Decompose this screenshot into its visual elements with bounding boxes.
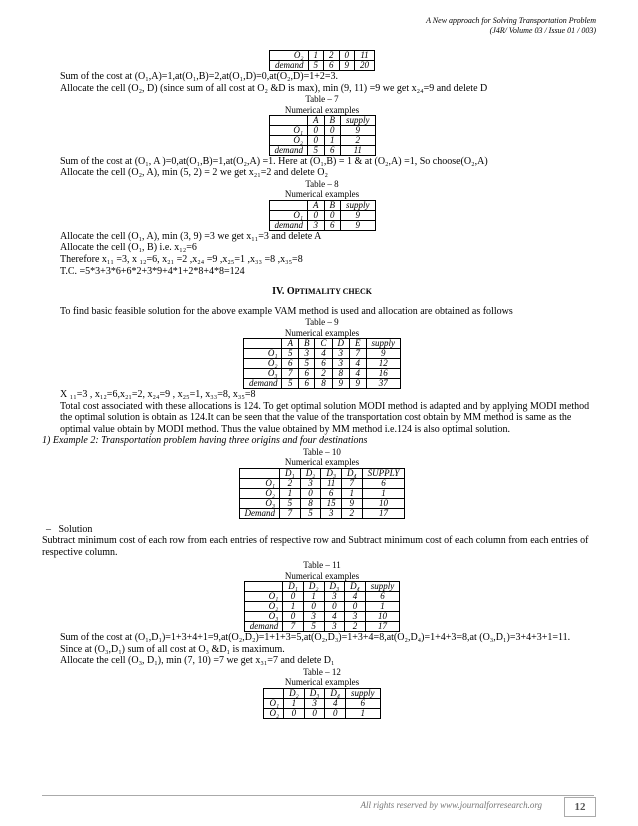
table-cell: 7 [350, 349, 367, 359]
row-label-cell: O₂ [270, 51, 309, 61]
row-label-cell: demand [269, 220, 308, 230]
table-cell: D₂ [284, 688, 305, 698]
table-row [239, 508, 405, 518]
table-cell: B [324, 200, 341, 210]
table-row [270, 51, 375, 61]
table-cell: 0 [324, 602, 345, 612]
table-11 [244, 581, 401, 632]
table-cell: 6 [282, 359, 299, 369]
table-cell: 0 [345, 602, 366, 612]
table-cell: 11 [355, 51, 375, 61]
table-cell: 6 [298, 369, 315, 379]
header-volume: (J4R/ Volume 03 / Issue 01 / 003) [489, 25, 596, 35]
table-row [243, 339, 400, 349]
table-cell: 6 [315, 359, 332, 369]
table-cell: 1 [365, 602, 400, 612]
table-cell: 10 [365, 612, 400, 622]
row-label-cell: O₃ [239, 498, 280, 508]
table-cell: 4 [324, 612, 345, 622]
table-caption: Table – 12 [303, 666, 341, 677]
row-label-cell: demand [269, 145, 308, 155]
table-row [239, 468, 405, 478]
table-cell: 3 [298, 349, 315, 359]
table-row [269, 200, 375, 210]
table-cell: 5 [280, 498, 301, 508]
table-cell: 2 [280, 478, 301, 488]
table-cell: 1 [280, 488, 301, 498]
table-cell: 5 [298, 359, 315, 369]
table-cell: 0 [308, 135, 325, 145]
solution-heading [42, 524, 602, 536]
table-cell: 3 [321, 508, 342, 518]
header-title: A New approach for Solving Transportation Problem [426, 16, 596, 25]
table-title: Numerical examples [284, 570, 360, 581]
paragraph: Total cost associated with these allocations is 124. To get optimal solution MODI method is adapted and by applying MODI method the optimal solution is obtain as 124.It can be seen that the value of the transportation cost obtain by MM method is same as the optimal value obtain by MODI method. Thus the value obtained by MM method i.e.124 is also optimal solution. [60, 400, 590, 435]
table-cell: 4 [315, 349, 332, 359]
subsection-heading: 1) Example 2: Transportation problem having three origins and four destinations [42, 435, 368, 447]
table-cell: 7 [341, 478, 362, 488]
row-label-cell: O₁ [269, 210, 308, 220]
table-cell: SUPPLY [362, 468, 405, 478]
table-cell: 1 [346, 708, 381, 718]
table-cell: 1 [283, 602, 304, 612]
row-label-cell [269, 200, 308, 210]
table-caption: Table – 11 [303, 560, 341, 571]
row-label-cell [269, 115, 308, 125]
table-cell: D₂ [300, 468, 321, 478]
table-cell: 9 [366, 349, 401, 359]
table-cell: E [350, 339, 367, 349]
table-cell: 3 [303, 612, 324, 622]
row-label-cell: O₂ [269, 135, 308, 145]
row-label-cell: demand [270, 61, 309, 71]
row-label-cell [243, 339, 282, 349]
table-cell: 2 [341, 135, 376, 145]
table-title: Numerical examples [284, 677, 360, 688]
row-label-cell: O₃ [243, 369, 282, 379]
paragraph: Sum of the cost at (O₁,D₁)=1+3+4+1=9,at(O₂,D₂)=1+1+3=5,at(O₂,D₃)=1+3+4=8,at(O₂,D₄)=1+4+3=8,at (O₃,D₁)=3+4+3+1=11. [60, 632, 571, 644]
table-cell: D₁ [283, 582, 304, 592]
page-number: 12 [564, 797, 596, 817]
table-cell: 5 [282, 379, 299, 389]
table-cell: 0 [339, 51, 355, 61]
row-label-cell [264, 688, 284, 698]
table-cell: 3 [308, 220, 325, 230]
table-cell: 12 [366, 359, 401, 369]
table-cell: 4 [345, 592, 366, 602]
footer-text: All rights reserved by [360, 800, 438, 810]
table-cell: 9 [341, 125, 376, 135]
table-cell: 1 [284, 698, 305, 708]
table-row [243, 379, 400, 389]
table-cell: 6 [362, 478, 405, 488]
table-cell: 0 [283, 612, 304, 622]
table-cell: D₄ [345, 582, 366, 592]
row-label-cell: O₁ [264, 698, 284, 708]
table-cell: 9 [339, 61, 355, 71]
table-cell: 9 [332, 379, 350, 389]
table-cell: 2 [315, 369, 332, 379]
section-title-rest: PTIMALITY CHECK [294, 287, 372, 297]
row-label-cell: demand [243, 379, 282, 389]
table-cell: 0 [300, 488, 321, 498]
table-cell: 4 [325, 698, 346, 708]
table-cell: supply [366, 339, 401, 349]
paragraph: X ₁₁=3 , x₁₂=6,x₂₁=2, x₂₄=9 , x₂₅=1, x₃₃=8, x₃₅=8 [60, 389, 256, 400]
row-label-cell: O₁ [244, 592, 283, 602]
table-cell: 8 [300, 498, 321, 508]
table-cell: 6 [324, 61, 340, 71]
table-cell: supply [365, 582, 400, 592]
table-cell: 7 [280, 508, 301, 518]
table-cell: A [282, 339, 299, 349]
table-row [269, 125, 375, 135]
row-label-cell [244, 582, 283, 592]
table-cell: D₃ [324, 582, 345, 592]
table-cell: 15 [321, 498, 342, 508]
table-cell: 6 [321, 488, 342, 498]
table-cell: A [308, 115, 325, 125]
table-cell: 0 [325, 708, 346, 718]
table-cell: 11 [321, 478, 342, 488]
table-cell: 2 [345, 622, 366, 632]
table-title: Numerical examples [284, 189, 360, 200]
table-cell: A [308, 200, 325, 210]
table-cell: 6 [298, 379, 315, 389]
table-cell: 6 [346, 698, 381, 708]
paragraph: Allocate the cell (O₃, D₁), min (7, 10) =7 we get x₃₁=7 and delete D₁ [60, 655, 335, 667]
table-cell: 1 [308, 51, 324, 61]
running-header [426, 16, 596, 36]
table-row [244, 592, 400, 602]
table-title: Numerical examples [284, 327, 360, 338]
table-row [264, 708, 380, 718]
table-cell: 6 [324, 145, 341, 155]
table-row [270, 61, 375, 71]
table-cell: 10 [362, 498, 405, 508]
footer-link[interactable]: www.journalforresearch.org [440, 800, 542, 810]
table-cell: 1 [324, 135, 341, 145]
table-cell: 0 [304, 708, 325, 718]
table-cell: 0 [324, 125, 341, 135]
table-cell: 9 [341, 210, 376, 220]
row-label-cell: O₂ [244, 602, 283, 612]
table-cell: 0 [283, 592, 304, 602]
table-cell: 5 [300, 508, 321, 518]
table-row [264, 688, 380, 698]
table-cell: 8 [315, 379, 332, 389]
table-row [269, 115, 375, 125]
row-label-cell: demand [244, 622, 283, 632]
table-cell: 3 [300, 478, 321, 488]
table-title: Numerical examples [284, 457, 360, 468]
table-12 [263, 688, 380, 719]
page-content [42, 50, 602, 719]
table-row [269, 220, 375, 230]
table-row [239, 478, 405, 488]
row-label-cell: O₁ [269, 125, 308, 135]
table-cell: 0 [324, 210, 341, 220]
table-cell: D₄ [325, 688, 346, 698]
paragraph: Subtract minimum cost of each row from each entries of respective row and Subtract minimum cost of each column from each entries of respective column. [42, 535, 589, 558]
table-row [269, 210, 375, 220]
table-cell: 5 [282, 349, 299, 359]
table-row [244, 602, 400, 612]
table-cell: 11 [341, 145, 376, 155]
table-cell: D₃ [321, 468, 342, 478]
table-row [269, 135, 375, 145]
table-cell: 3 [332, 349, 350, 359]
paragraph: Allocate the cell (O₁, A), min (3, 9) =3 we get x₁₁=3 and delete A [60, 230, 322, 242]
paragraph: Since at (O₃,D₁) sum of all cost at O₃ &D₁ is maximum. [60, 643, 285, 655]
table-cell: 0 [284, 708, 305, 718]
paragraph: Sum of the cost at (O₁,A)=1,at(O₁,B)=2,at(O₁,D)=0,at(O₂,D)=1+2=3. [60, 71, 339, 82]
row-label-cell: O₁ [239, 478, 280, 488]
table-cell: D₃ [304, 688, 325, 698]
table-cell: 9 [341, 220, 376, 230]
solution-label: Solution [58, 523, 93, 535]
row-label-cell: O₃ [244, 612, 283, 622]
paragraph: T.C. =5*3+3*6+6*2+3*9+4*1+2*8+4*8=124 [60, 265, 245, 277]
table-row [244, 622, 400, 632]
table-cell: 16 [366, 369, 401, 379]
table-cell: 3 [324, 622, 345, 632]
table-cell: 8 [332, 369, 350, 379]
table-cell: 37 [366, 379, 401, 389]
table-row [239, 488, 405, 498]
table-row [243, 349, 400, 359]
table-cell: supply [346, 688, 381, 698]
table-cell: 2 [324, 51, 340, 61]
footer-rule [42, 795, 594, 796]
table-cell: 20 [355, 61, 375, 71]
table-cell: D₄ [341, 468, 362, 478]
table-row [244, 612, 400, 622]
table-cell: 5 [308, 145, 325, 155]
section-number: IV. [272, 286, 285, 298]
row-label-cell: O₂ [264, 708, 284, 718]
bullet-dash: – [46, 523, 51, 535]
table-cell: 4 [350, 359, 367, 369]
table-9 [243, 338, 401, 389]
table-cell: B [298, 339, 315, 349]
table-cell: supply [341, 200, 376, 210]
paragraph: Allocate the cell (O₂, A), min (5, 2) = 2 we get x₂₁=2 and delete O₂ [60, 167, 328, 179]
section-title-initial: O [286, 286, 295, 298]
table-row [243, 369, 400, 379]
row-label-cell [239, 468, 280, 478]
table-7 [269, 115, 376, 156]
table-cell: 4 [350, 369, 367, 379]
row-label-cell: O₂ [239, 488, 280, 498]
table-cell: 5 [308, 61, 324, 71]
table-caption: Table – 8 [305, 179, 339, 190]
table-cell: 0 [308, 125, 325, 135]
table-cell: 9 [350, 379, 367, 389]
row-label-cell: O₁ [243, 349, 282, 359]
table-row [239, 498, 405, 508]
table-cell: 1 [362, 488, 405, 498]
table-title: Numerical examples [284, 104, 360, 115]
table-cell: 9 [341, 498, 362, 508]
table-row [244, 582, 400, 592]
table-row [264, 698, 380, 708]
table-cell: 6 [365, 592, 400, 602]
paragraph: To find basic feasible solution for the above example VAM method is used and allocation are obtained as follows [60, 305, 513, 317]
table-cell: 2 [341, 508, 362, 518]
table-cell: 17 [365, 622, 400, 632]
table-cell: D₂ [303, 582, 324, 592]
table-cell: 3 [345, 612, 366, 622]
table-cell: B [324, 115, 341, 125]
table-cell: D₁ [280, 468, 301, 478]
row-label-cell: Demand [239, 508, 280, 518]
table-cell: C [315, 339, 332, 349]
table-cell: 6 [324, 220, 341, 230]
table-caption: Table – 7 [305, 94, 339, 105]
paragraph: Allocate the cell (O₁, B) i.e. x₁₂=6 [60, 242, 197, 254]
table-caption: Table – 10 [303, 446, 341, 457]
table-cell: 5 [303, 622, 324, 632]
table-10 [239, 468, 406, 519]
table-cell: 7 [283, 622, 304, 632]
table-row [269, 145, 375, 155]
row-label-cell: O₂ [243, 359, 282, 369]
table-cell: D [332, 339, 350, 349]
paragraph: Sum of the cost at (O₁, A )=0,at(O₁,B)=1,at(O₂,A) =1. Here at (O₁,B) = 1 & at (O₂,A) =1, So choose(O₂,A) [60, 155, 488, 167]
table-8 [269, 200, 376, 231]
paragraph: Therefore x₁₁ =3, x ₁₂=6, x₂₁ =2 ,x₂₄ =9 ,x₂₅=1 ,x₃₃ =8 ,x₃₅=8 [60, 253, 303, 265]
table-cell: 3 [324, 592, 345, 602]
table-cell: 0 [308, 210, 325, 220]
table-cell: 17 [362, 508, 405, 518]
table-caption: Table – 9 [305, 317, 339, 328]
paragraph: Allocate the cell (O₂, D) (since sum of all cost at O₂ &D is max), min (9, 11) =9 we get x₂₄=9 and delete D [60, 82, 488, 94]
table-cell: 1 [303, 592, 324, 602]
table-cell: 1 [341, 488, 362, 498]
table-cell: 3 [332, 359, 350, 369]
table-cell: 0 [303, 602, 324, 612]
table-cell: 3 [304, 698, 325, 708]
section-heading [42, 286, 602, 298]
table-cell: supply [341, 115, 376, 125]
table-6-continued [269, 50, 375, 71]
footer-copyright [361, 800, 543, 810]
table-cell: 7 [282, 369, 299, 379]
table-row [243, 359, 400, 369]
